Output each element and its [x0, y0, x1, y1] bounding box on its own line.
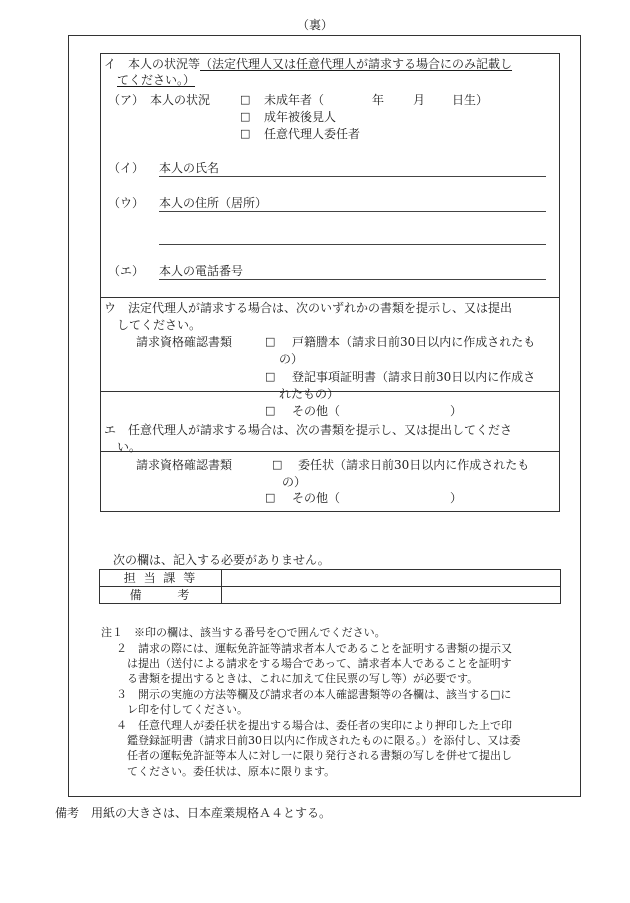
- address-label-num: （ウ）: [108, 196, 145, 210]
- address-field-line-1[interactable]: [159, 211, 546, 212]
- note-4-line-3: 任者の運転免許証等本人に対し一に限り発行される書類の写しを併せて提出し: [127, 749, 512, 762]
- note-1: 注１ ※印の欄は、該当する番号を○で囲んでください。: [101, 626, 386, 639]
- status-label: （ア） 本人の状況: [108, 93, 211, 107]
- doc-power-of-attorney: 委任状（請求日前30日以内に作成されたも: [298, 458, 530, 472]
- date-day: 日生）: [452, 93, 489, 107]
- address-field-line-2[interactable]: [159, 244, 546, 245]
- office-use-table: [99, 569, 561, 604]
- checkbox-other-e[interactable]: □: [265, 491, 276, 504]
- section-u-docs-label: 請求資格確認書類: [136, 335, 233, 349]
- doc-other-e-close: ）: [450, 491, 463, 505]
- phone-label-num: （エ）: [108, 264, 145, 278]
- name-label-num: （イ）: [108, 161, 145, 175]
- note-4-line-1: ４ 任意代理人が委任状を提出する場合は、委任者の実印により押印した上で印: [116, 719, 512, 732]
- section-e-docs-label: 請求資格確認書類: [136, 458, 233, 472]
- note-4-line-4: てください。委任状は、原本に限ります。: [127, 765, 336, 778]
- doc-other-u: その他（: [292, 404, 341, 418]
- checkbox-family-register[interactable]: □: [265, 335, 276, 348]
- doc-registry-cert-cont: れたもの）: [279, 387, 340, 401]
- section-u-line-2: してください。: [117, 318, 202, 332]
- divider-u: [101, 297, 559, 298]
- checkbox-power-of-attorney[interactable]: □: [272, 458, 283, 471]
- office-use-intro: 次の欄は、記入する必要がありません。: [113, 553, 330, 567]
- section-e-line-1: エ 任意代理人が請求する場合は、次の書類を提示し、又は提出してくださ: [104, 423, 513, 437]
- section-u-line-1: ウ 法定代理人が請求する場合は、次のいずれかの書類を提示し、又は提出: [104, 301, 513, 315]
- note-2-line-3: る書類を提出するときは、これに加えて住民票の写し等）が必要です。: [127, 672, 479, 685]
- date-year: 年: [372, 93, 385, 107]
- note-2-line-2: は提出（送付による請求をする場合であって、請求者本人であることを証明す: [127, 657, 512, 670]
- phone-label: 本人の電話番号: [159, 264, 244, 278]
- name-field[interactable]: [159, 176, 546, 177]
- doc-family-register-cont: の）: [279, 352, 304, 366]
- divider-end: [101, 451, 559, 452]
- checkbox-other-u[interactable]: □: [265, 404, 276, 417]
- checkbox-registry-cert[interactable]: □: [265, 370, 276, 383]
- checkbox-minor[interactable]: □: [240, 93, 251, 106]
- page-title: （裏）: [296, 18, 333, 32]
- doc-other-e: その他（: [292, 491, 341, 505]
- note-3-line-1: ３ 開示の実施の方法等欄及び請求者の本人確認書類等の各欄は、該当する□に: [116, 688, 512, 701]
- table-row: [100, 587, 561, 604]
- doc-power-of-attorney-cont: の）: [282, 475, 307, 489]
- option-minor: 未成年者（: [264, 93, 325, 107]
- office-row-label-dept: 担 当 課 等: [100, 570, 222, 587]
- option-delegator: 任意代理人委任者: [264, 127, 361, 141]
- office-row-label-remarks: 備 考: [100, 587, 222, 604]
- remarks: 備考 用紙の大きさは、日本産業規格Ａ４とする。: [55, 806, 332, 820]
- doc-registry-cert: 登記事項証明書（請求日前30日以内に作成さ: [292, 370, 536, 384]
- section-i-heading-cont: てください。）: [117, 73, 196, 87]
- section-i-heading: イ 本人の状況等（法定代理人又は任意代理人が請求する場合にのみ記載し: [104, 57, 513, 71]
- note-4-line-2: 鑑登録証明書（請求日前30日以内に作成されたものに限る。）を添付し、又は委: [127, 734, 521, 747]
- address-label: 本人の住所（居所）: [159, 196, 268, 210]
- checkbox-adult-ward[interactable]: □: [240, 110, 251, 123]
- doc-other-u-close: ）: [450, 404, 463, 418]
- section-e-line-2: い。: [117, 440, 142, 454]
- doc-family-register: 戸籍謄本（請求日前30日以内に作成されたも: [292, 335, 536, 349]
- name-label: 本人の氏名: [159, 161, 220, 175]
- date-month: 月: [413, 93, 426, 107]
- checkbox-delegator[interactable]: □: [240, 127, 251, 140]
- table-row: [100, 570, 561, 587]
- note-3-line-2: レ印を付してください。: [127, 703, 248, 716]
- phone-field[interactable]: [159, 279, 546, 280]
- note-2-line-1: ２ 請求の際には、運転免許証等請求者本人であることを証明する書類の提示又: [116, 642, 512, 655]
- office-remarks-field[interactable]: [222, 587, 561, 604]
- office-dept-field[interactable]: [222, 570, 561, 587]
- option-adult-ward: 成年被後見人: [264, 110, 337, 124]
